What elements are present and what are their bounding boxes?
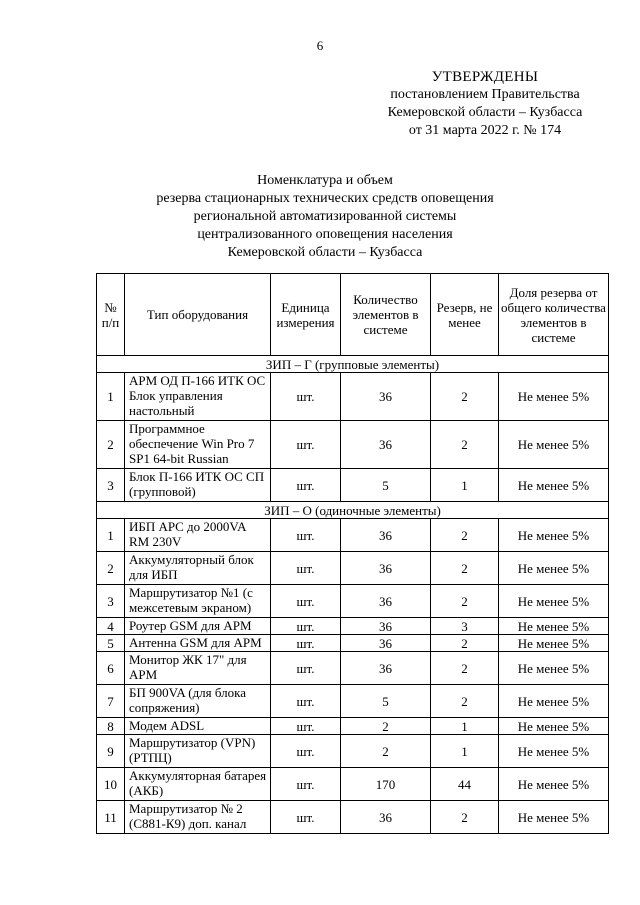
- cell-share: Не менее 5%: [499, 373, 609, 421]
- table-row: [97, 585, 609, 618]
- approval-line-3: от 31 марта 2022 г. № 174: [408, 123, 562, 138]
- table-header-row: [97, 274, 609, 356]
- section-row: [97, 502, 609, 519]
- cell-reserve: 1: [431, 735, 499, 768]
- approval-block: [360, 68, 610, 140]
- cell-num: 1: [97, 373, 125, 421]
- cell-qty: 5: [341, 685, 431, 718]
- cell-unit: шт.: [271, 735, 341, 768]
- cell-num: 10: [97, 768, 125, 801]
- page-number: 6: [316, 38, 324, 53]
- cell-qty: 36: [341, 652, 431, 685]
- cell-unit: шт.: [271, 519, 341, 552]
- cell-name: ИБП APC до 2000VA RM 230V: [125, 519, 271, 552]
- cell-reserve: 2: [431, 552, 499, 585]
- cell-share: Не менее 5%: [499, 685, 609, 718]
- table-row: [97, 801, 609, 834]
- cell-name: Аккумуляторный блок для ИБП: [125, 552, 271, 585]
- cell-num: 3: [97, 469, 125, 502]
- table-row: [97, 552, 609, 585]
- cell-unit: шт.: [271, 552, 341, 585]
- cell-share: Не менее 5%: [499, 768, 609, 801]
- cell-share: Не менее 5%: [499, 585, 609, 618]
- header-share: Доля резерва от общего количества элементов в системе: [499, 274, 609, 356]
- cell-unit: шт.: [271, 768, 341, 801]
- cell-unit: шт.: [271, 585, 341, 618]
- section-row: [97, 356, 609, 373]
- cell-reserve: 2: [431, 652, 499, 685]
- cell-name: Маршрутизатор (VPN) (РТПЦ): [125, 735, 271, 768]
- cell-share: Не менее 5%: [499, 421, 609, 469]
- table-row: [97, 768, 609, 801]
- cell-name: Монитор ЖК 17" для АРМ: [125, 652, 271, 685]
- cell-reserve: 2: [431, 421, 499, 469]
- cell-qty: 2: [341, 735, 431, 768]
- cell-name: Маршрутизатор №1 (с межсетевым экраном): [125, 585, 271, 618]
- document-title: [100, 172, 550, 262]
- cell-num: 9: [97, 735, 125, 768]
- cell-num: 6: [97, 652, 125, 685]
- approval-line-1: постановлением Правительства: [390, 87, 580, 102]
- table-row: [97, 421, 609, 469]
- cell-name: Модем ADSL: [125, 718, 271, 735]
- table-row: [97, 519, 609, 552]
- header-type: Тип оборудования: [125, 274, 271, 356]
- cell-name: Блок П-166 ИТК ОС СП (групповой): [125, 469, 271, 502]
- cell-num: 4: [97, 618, 125, 635]
- cell-unit: шт.: [271, 469, 341, 502]
- cell-unit: шт.: [271, 718, 341, 735]
- cell-qty: 2: [341, 718, 431, 735]
- cell-unit: шт.: [271, 685, 341, 718]
- cell-qty: 36: [341, 519, 431, 552]
- cell-reserve: 1: [431, 469, 499, 502]
- cell-qty: 36: [341, 801, 431, 834]
- cell-share: Не менее 5%: [499, 801, 609, 834]
- cell-qty: 36: [341, 618, 431, 635]
- section-title: ЗИП – О (одиночные элементы): [97, 502, 609, 519]
- cell-name: Маршрутизатор № 2 (С881-К9) доп. канал: [125, 801, 271, 834]
- header-qty: Количество элементов в системе: [341, 274, 431, 356]
- header-unit: Единица измерения: [271, 274, 341, 356]
- section-title: ЗИП – Г (групповые элементы): [97, 356, 609, 373]
- approval-line-2: Кемеровской области – Кузбасса: [387, 105, 583, 120]
- cell-share: Не менее 5%: [499, 618, 609, 635]
- cell-reserve: 2: [431, 635, 499, 652]
- table-row: [97, 373, 609, 421]
- table-row: [97, 469, 609, 502]
- cell-qty: 36: [341, 421, 431, 469]
- cell-share: Не менее 5%: [499, 635, 609, 652]
- cell-num: 8: [97, 718, 125, 735]
- cell-num: 2: [97, 421, 125, 469]
- cell-reserve: 2: [431, 373, 499, 421]
- title-line-5: Кемеровской области – Кузбасса: [227, 245, 423, 260]
- cell-unit: шт.: [271, 801, 341, 834]
- cell-num: 7: [97, 685, 125, 718]
- table-row: [97, 618, 609, 635]
- cell-share: Не менее 5%: [499, 552, 609, 585]
- approval-title: УТВЕРЖДЕНЫ: [431, 69, 539, 85]
- cell-reserve: 1: [431, 718, 499, 735]
- cell-num: 3: [97, 585, 125, 618]
- header-num: № п/п: [97, 274, 125, 356]
- cell-name: АРМ ОД П-166 ИТК ОС Блок управления настольный: [125, 373, 271, 421]
- cell-qty: 5: [341, 469, 431, 502]
- cell-qty: 170: [341, 768, 431, 801]
- table-row: [97, 735, 609, 768]
- cell-reserve: 2: [431, 585, 499, 618]
- cell-name: Программное обеспечение Win Pro 7 SP1 64-bit Russian: [125, 421, 271, 469]
- cell-share: Не менее 5%: [499, 469, 609, 502]
- cell-reserve: 2: [431, 519, 499, 552]
- cell-num: 5: [97, 635, 125, 652]
- cell-reserve: 3: [431, 618, 499, 635]
- cell-unit: шт.: [271, 618, 341, 635]
- table-row: [97, 718, 609, 735]
- cell-num: 1: [97, 519, 125, 552]
- cell-name: Аккумуляторная батарея (АКБ): [125, 768, 271, 801]
- cell-name: БП 900VA (для блока сопряжения): [125, 685, 271, 718]
- table-row: [97, 635, 609, 652]
- cell-name: Антенна GSM для АРМ: [125, 635, 271, 652]
- cell-unit: шт.: [271, 652, 341, 685]
- table-row: [97, 685, 609, 718]
- cell-qty: 36: [341, 635, 431, 652]
- cell-qty: 36: [341, 373, 431, 421]
- cell-reserve: 2: [431, 801, 499, 834]
- table-row: [97, 652, 609, 685]
- title-line-1: Номенклатура и объем: [257, 173, 393, 188]
- cell-share: Не менее 5%: [499, 735, 609, 768]
- header-reserve: Резерв, не менее: [431, 274, 499, 356]
- cell-share: Не менее 5%: [499, 718, 609, 735]
- cell-reserve: 2: [431, 685, 499, 718]
- cell-name: Роутер GSM для АРМ: [125, 618, 271, 635]
- cell-reserve: 44: [431, 768, 499, 801]
- title-line-2: резерва стационарных технических средств оповещения: [156, 191, 494, 206]
- cell-share: Не менее 5%: [499, 652, 609, 685]
- reserve-table: [96, 273, 609, 834]
- cell-share: Не менее 5%: [499, 519, 609, 552]
- cell-num: 11: [97, 801, 125, 834]
- title-line-3: региональной автоматизированной системы: [193, 209, 457, 224]
- title-line-4: централизованного оповещения населения: [197, 227, 453, 242]
- cell-unit: шт.: [271, 373, 341, 421]
- cell-num: 2: [97, 552, 125, 585]
- cell-qty: 36: [341, 585, 431, 618]
- cell-qty: 36: [341, 552, 431, 585]
- cell-unit: шт.: [271, 635, 341, 652]
- cell-unit: шт.: [271, 421, 341, 469]
- table-body: [97, 356, 609, 834]
